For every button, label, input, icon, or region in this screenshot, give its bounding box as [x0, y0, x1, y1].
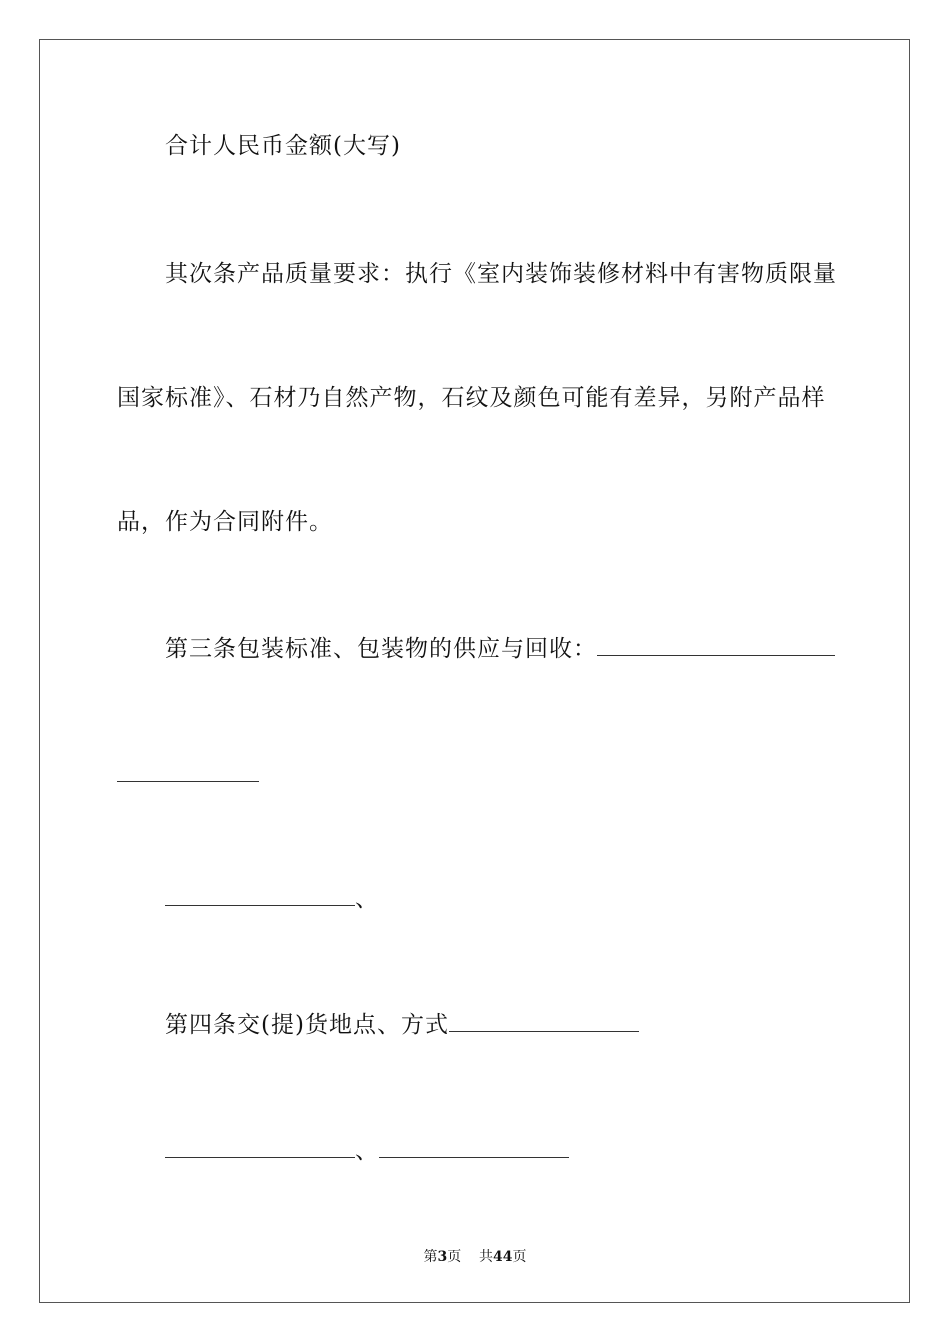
footer-current-page: 3: [437, 1249, 448, 1265]
page-border: [39, 39, 910, 1303]
footer-page-unit: 页: [447, 1249, 462, 1265]
footer-total-unit: 页: [512, 1249, 527, 1265]
line-packaging-extra: [165, 883, 379, 914]
footer-total-prefix: 共: [479, 1249, 494, 1265]
packaging-blank-continued[interactable]: [117, 780, 259, 782]
line-delivery: [165, 1009, 639, 1040]
delivery-extra-blank-2[interactable]: [379, 1135, 569, 1158]
delivery-extra-separator: 、: [355, 1138, 379, 1164]
packaging-extra-separator: 、: [355, 886, 379, 912]
line-packaging: [165, 633, 835, 664]
footer-prefix: 第: [423, 1249, 438, 1265]
line-quality-2: 国家标准》、石材乃自然产物，石纹及颜色可能有差异，另附产品样: [117, 385, 826, 411]
delivery-extra-blank-1[interactable]: [165, 1135, 355, 1158]
packaging-blank[interactable]: [597, 633, 835, 656]
packaging-label: 第三条包装标准、包装物的供应与回收：: [165, 636, 597, 662]
line-total-amount: 合计人民币金额(大写): [165, 133, 401, 159]
line-delivery-extra: [165, 1135, 569, 1166]
footer-total-pages: 44: [493, 1249, 513, 1265]
line-quality-1: 其次条产品质量要求：执行《室内装饰装修材料中有害物质限量: [165, 261, 837, 287]
packaging-extra-blank[interactable]: [165, 883, 355, 906]
delivery-label: 第四条交(提)货地点、方式: [165, 1012, 449, 1038]
page-footer: [0, 1248, 950, 1266]
line-quality-3: 品，作为合同附件。: [117, 509, 333, 535]
delivery-blank[interactable]: [449, 1009, 639, 1032]
